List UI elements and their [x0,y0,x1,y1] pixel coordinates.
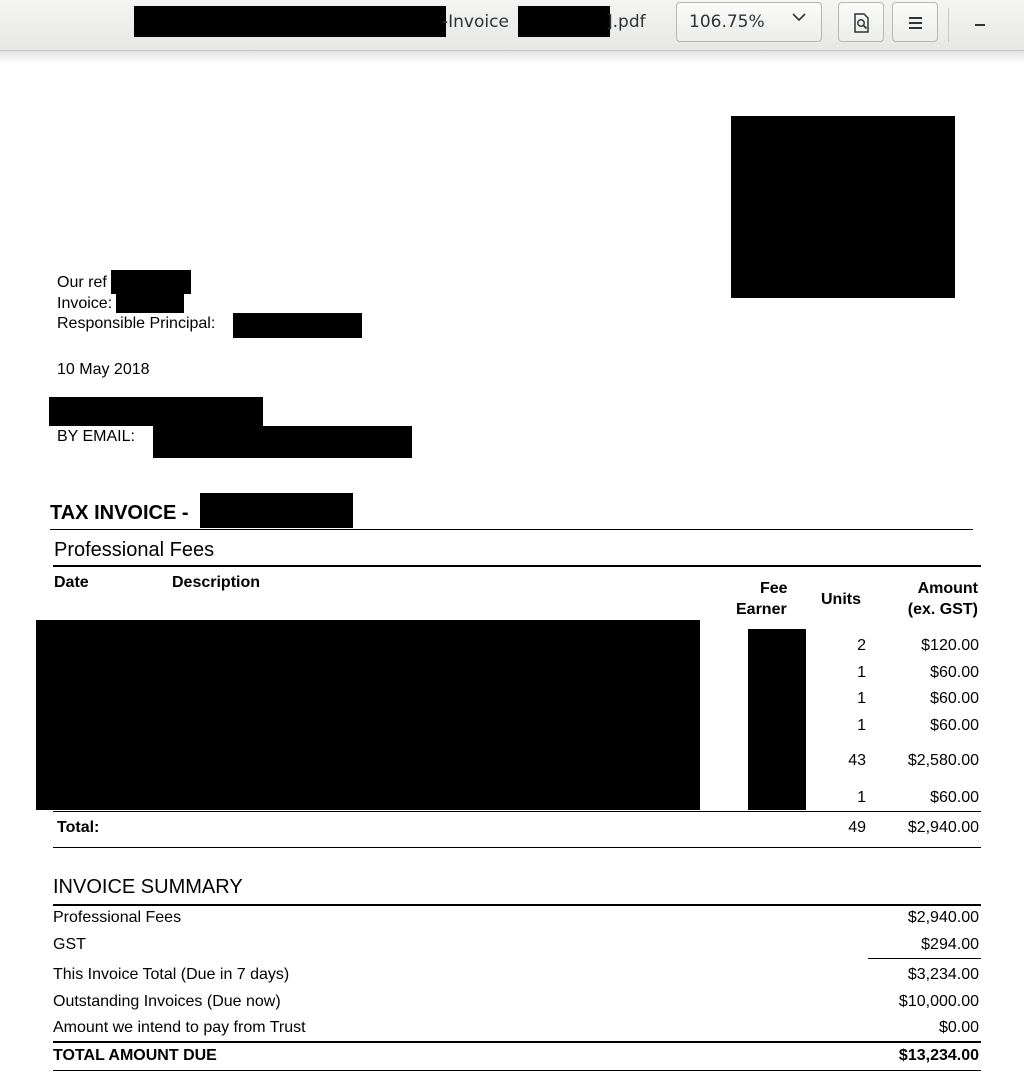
summary-outstanding-label: Outstanding Invoices (Due now) [53,993,281,1010]
find-button[interactable] [838,2,884,42]
redacted-invoice-number [116,291,184,313]
redacted-logo [731,116,955,298]
zoom-select[interactable] [676,2,822,42]
pdf-page [0,64,1024,1091]
fees-heading-rule [53,565,981,567]
document-title-extension: ].pdf [606,12,646,32]
toolbar-shadow [0,51,1024,63]
viewer-toolbar [0,0,1024,51]
summary-trust-label: Amount we intend to pay from Trust [53,1019,306,1036]
row-units: 1 [857,789,866,806]
row-units: 43 [848,752,866,769]
subtotal-rule [868,958,981,959]
summary-professional-fees-value: $2,940.00 [907,909,979,926]
total-due-bottom-rule [53,1070,981,1071]
total-bottom-rule [53,847,981,848]
redacted-recipient [49,397,263,426]
redacted-email [153,426,412,458]
redacted-invoice-reference [200,493,353,528]
summary-professional-fees-label: Professional Fees [53,909,182,926]
professional-fees-heading: Professional Fees [54,539,215,561]
redacted-title-prefix [134,6,446,37]
column-description: Description [172,574,261,591]
row-amount: $2,580.00 [907,752,979,769]
redacted-title-invoice-number [518,6,610,37]
row-amount: $60.00 [930,717,979,734]
total-amount: $2,940.00 [907,819,979,836]
responsible-principal-label: Responsible Principal: [57,315,216,332]
total-due-top-rule [53,1041,981,1043]
minimize-button[interactable] [968,10,992,38]
column-date: Date [54,574,89,591]
total-units: 49 [848,819,866,836]
redacted-principal [233,313,362,338]
document-title: -Invoice [442,12,509,32]
row-amount: $60.00 [930,664,979,681]
total-label: Total: [57,819,100,836]
menu-button[interactable] [892,2,938,42]
heading-rule [50,529,973,530]
row-amount: $60.00 [930,690,979,707]
row-units: 1 [857,690,866,707]
invoice-number-label: Invoice: [57,295,113,312]
invoice-summary-heading: INVOICE SUMMARY [53,876,243,898]
summary-trust-value: $0.00 [938,1019,979,1036]
total-amount-due-label: TOTAL AMOUNT DUE [53,1047,217,1064]
total-top-rule [53,811,981,812]
redacted-fee-earners [748,629,806,810]
summary-outstanding-value: $10,000.00 [898,993,979,1010]
minimize-icon [975,24,985,26]
chevron-down-icon [791,9,807,30]
toolbar-separator [948,8,949,42]
summary-invoice-total-label: This Invoice Total (Due in 7 days) [53,966,290,983]
column-fee-earner-line1: Fee [760,580,788,597]
row-units: 1 [857,717,866,734]
total-amount-due-value: $13,234.00 [898,1047,979,1064]
row-units: 1 [857,664,866,681]
zoom-value: 106.75% [689,12,765,32]
row-amount: $60.00 [930,789,979,806]
row-units: 2 [857,637,866,654]
column-units: Units [821,591,861,608]
hamburger-menu-icon [908,15,924,36]
tax-invoice-heading: TAX INVOICE - [50,502,189,524]
column-fee-earner-line2: Earner [736,601,787,618]
summary-gst-label: GST [53,936,86,953]
column-amount-line1: Amount [917,580,978,597]
invoice-date: 10 May 2018 [57,361,150,378]
row-amount: $120.00 [921,637,979,654]
by-email-label: BY EMAIL: [57,428,135,445]
summary-gst-value: $294.00 [921,936,979,953]
summary-invoice-total-value: $3,234.00 [907,966,979,983]
summary-heading-rule [53,904,981,906]
document-search-icon [852,13,872,38]
column-amount-line2: (ex. GST) [907,601,978,618]
redacted-line-items [36,620,700,810]
our-ref-label: Our ref [57,274,107,291]
